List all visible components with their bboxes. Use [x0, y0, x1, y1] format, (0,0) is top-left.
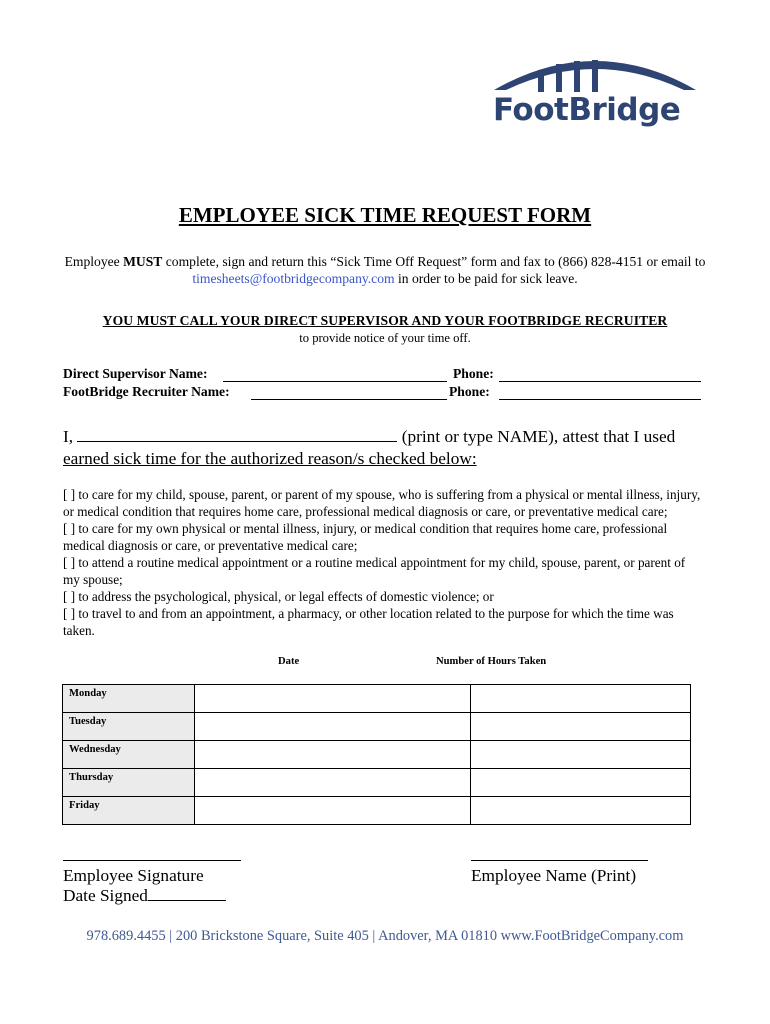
employee-signature-line[interactable]: [63, 860, 241, 861]
recruiter-name-line[interactable]: [251, 399, 447, 400]
supervisor-phone-label: Phone:: [453, 366, 494, 381]
date-cell[interactable]: [195, 741, 471, 769]
hours-cell[interactable]: [471, 713, 691, 741]
intro-text-2: complete, sign and return this “Sick Time Off Request” form and fax to (866) 828-4151 or email to: [162, 254, 706, 269]
form-title: EMPLOYEE SICK TIME REQUEST FORM: [178, 203, 592, 227]
supervisor-phone-field[interactable]: [453, 366, 494, 382]
attest-prefix: I,: [63, 427, 78, 446]
reason-item[interactable]: [ ] to care for my child, spouse, parent, or parent of my spouse, who is suffering from a physical or mental illness, injury, or medical condition that requires home care, professional medical diagnosis or care, or preventative medical care;: [63, 487, 701, 519]
hours-cell[interactable]: [471, 741, 691, 769]
footbridge-logo: [490, 50, 700, 130]
email-link[interactable]: timesheets@footbridgecompany.com: [192, 271, 395, 286]
date-signed-line[interactable]: [148, 886, 226, 901]
footer-contact: 978.689.4455 | 200 Brickstone Square, Suite 405 | Andover, MA 01810 www.FootBridgeCompany.com: [86, 928, 684, 944]
date-cell[interactable]: [195, 685, 471, 713]
reason-item[interactable]: [ ] to travel to and from an appointment, a pharmacy, or other location related to the purpose for which the time was taken.: [63, 606, 674, 638]
recruiter-name-label: FootBridge Recruiter Name:: [63, 384, 230, 399]
table-row: [63, 741, 691, 769]
table-row: [63, 769, 691, 797]
table-row: [63, 685, 691, 713]
hours-cell[interactable]: [471, 797, 691, 825]
date-cell[interactable]: [195, 797, 471, 825]
day-label: Wednesday: [63, 741, 195, 769]
day-label: Friday: [63, 797, 195, 825]
reason-item[interactable]: [ ] to care for my own physical or mental illness, injury, or medical condition that requires home care, professional medical diagnosis or care, or preventative medical care;: [63, 521, 668, 553]
supervisor-name-line[interactable]: [223, 381, 447, 382]
day-label: Monday: [63, 685, 195, 713]
date-signed-label: Date Signed: [63, 886, 148, 905]
day-label: Thursday: [63, 769, 195, 797]
hours-cell[interactable]: [471, 769, 691, 797]
employee-name-line[interactable]: [471, 860, 648, 861]
date-signed-field[interactable]: [63, 886, 226, 906]
attest-line2: earned sick time for the authorized reason/s checked below:: [63, 449, 477, 468]
column-header-hours: Number of Hours Taken: [436, 656, 547, 667]
date-cell[interactable]: [195, 713, 471, 741]
recruiter-phone-line[interactable]: [499, 399, 701, 400]
date-cell[interactable]: [195, 769, 471, 797]
intro-paragraph: [60, 253, 710, 287]
callout-subtext: to provide notice of your time off.: [299, 331, 471, 345]
attestation: [63, 426, 713, 470]
supervisor-phone-line[interactable]: [499, 381, 701, 382]
supervisor-name-field[interactable]: [63, 366, 207, 382]
hours-cell[interactable]: [471, 685, 691, 713]
reason-item[interactable]: [ ] to attend a routine medical appointment or a routine medical appointment for my child, spouse, parent, or parent of my spouse;: [63, 555, 686, 587]
employee-name-label: Employee Name (Print): [471, 866, 637, 885]
attest-suffix: (print or type NAME), attest that I used: [397, 427, 676, 446]
day-label: Tuesday: [63, 713, 195, 741]
logo-text: FootBridge: [493, 92, 681, 128]
intro-text-1: Employee: [64, 254, 124, 269]
recruiter-name-field[interactable]: [63, 384, 230, 400]
table-row: [63, 713, 691, 741]
callout-heading: YOU MUST CALL YOUR DIRECT SUPERVISOR AND YOUR FOOTBRIDGE RECRUITER: [102, 313, 668, 328]
recruiter-phone-field[interactable]: [449, 384, 490, 400]
intro-text-3: in order to be paid for sick leave.: [394, 271, 578, 286]
reason-item[interactable]: [ ] to address the psychological, physical, or legal effects of domestic violence; or: [63, 589, 494, 604]
recruiter-phone-label: Phone:: [449, 384, 490, 399]
supervisor-name-label: Direct Supervisor Name:: [63, 366, 208, 381]
reason-list: [63, 486, 703, 639]
attest-name-blank[interactable]: [77, 427, 397, 442]
column-header-date: Date: [278, 656, 300, 667]
sick-days-table: [62, 684, 691, 825]
intro-must: MUST: [123, 254, 163, 269]
table-row: [63, 797, 691, 825]
employee-signature-label: Employee Signature: [63, 866, 204, 885]
